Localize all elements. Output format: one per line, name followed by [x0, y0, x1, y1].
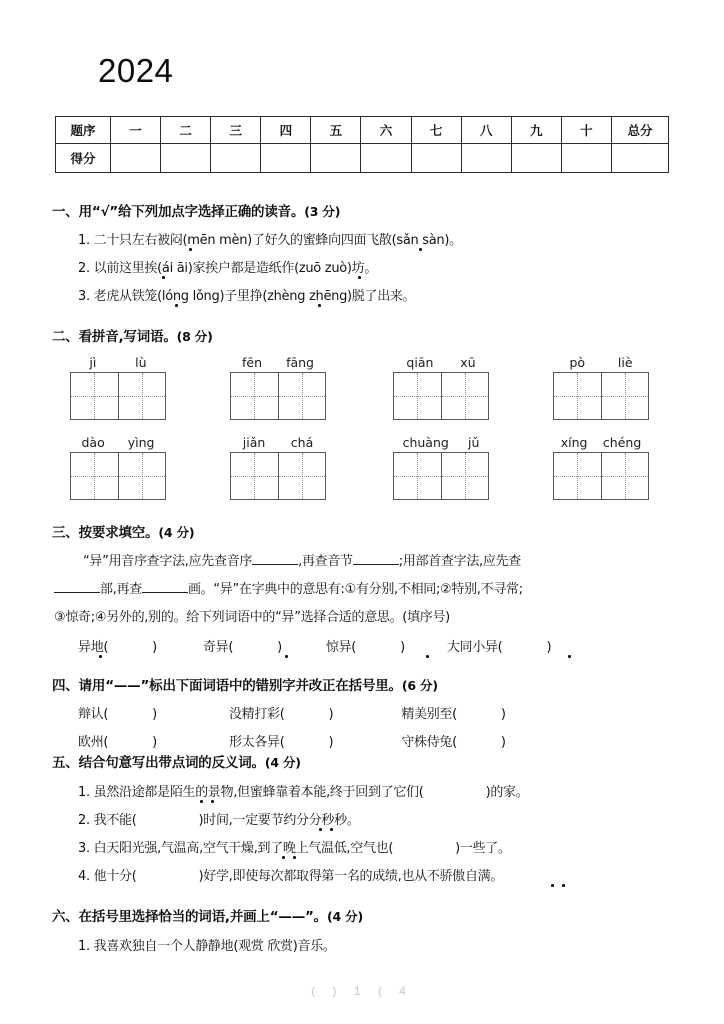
section-3-text-a: “异”用音序查字法,应先查音序 [83, 554, 253, 569]
section-5-heading-text: 五、结合句意写出带点词的反义词。 [52, 755, 265, 771]
section-4-row-1: 辩认( ) 没精打彩( ) 精美别至( ) [78, 707, 506, 722]
section-3-heading-text: 三、按要求填空。 [52, 525, 159, 541]
pinyin-label [553, 355, 649, 370]
emphasis-dot [318, 304, 321, 307]
section-3-text-e: 画。“异”在字典中的意思有:①有分别,不相同;②特别,不寻常; [187, 582, 523, 597]
fill-blank[interactable] [353, 552, 399, 565]
pinyin-label [553, 435, 649, 450]
section-3-points: (4 分) [158, 525, 195, 540]
section-3-word-1: 异地( [78, 640, 109, 655]
section-6-item-1: 1. 我喜欢独自一个人静静地(观赏 欣赏)音乐。 [78, 939, 336, 954]
section-5-item-2 [78, 809, 360, 828]
emphasis-dot [175, 304, 178, 307]
table-row-header [56, 117, 669, 144]
fill-blank[interactable] [142, 580, 188, 593]
pinyin-syllable: qiān [406, 355, 434, 370]
section-4-heading [52, 674, 438, 694]
writing-grid-cell[interactable] [601, 373, 648, 419]
writing-grid[interactable] [553, 372, 649, 420]
score-input-cell[interactable] [511, 144, 561, 173]
pinyin-syllable: fāng [286, 355, 314, 370]
table-cell-header: 七 [411, 117, 461, 144]
pinyin-group-7 [393, 435, 489, 500]
writing-grid-cell[interactable] [71, 373, 118, 419]
section-4-word-1: 辩认( [78, 707, 109, 722]
emphasis-dot [419, 248, 422, 251]
section-5-item-2-after: )时间,一定要节约分分秒秒。 [198, 813, 360, 828]
pinyin-syllable: liè [617, 355, 633, 370]
section-5-item-4-after: )好学,即使每次都取得第一名的成绩,也从不骄傲自满。 [198, 869, 504, 884]
pinyin-label [230, 355, 326, 370]
section-4-word-5: 形太各异( [228, 735, 285, 750]
emphasis-dot [200, 800, 203, 803]
section-5-points: (4 分) [264, 755, 301, 770]
pinyin-syllable: chuàng [402, 435, 449, 450]
fill-blank[interactable] [54, 580, 100, 593]
section-3-text-b: ,再查音节 [298, 554, 353, 569]
pinyin-group-8 [553, 435, 649, 500]
writing-grid-cell[interactable] [118, 453, 165, 499]
section-2-points: (8 分) [176, 329, 213, 344]
section-5-item-3-before: 3. 白天阳光强,气温高,空气干燥,到了晚上气温低,空气也( [78, 841, 394, 856]
writing-grid-cell[interactable] [394, 373, 441, 419]
score-input-cell[interactable] [261, 144, 311, 173]
pinyin-group-3 [393, 355, 489, 420]
pinyin-syllable: dào [81, 435, 105, 450]
section-2-heading-text: 二、看拼音,写词语。 [52, 329, 177, 345]
emphasis-dot [162, 276, 165, 279]
writing-grid-cell[interactable] [231, 373, 278, 419]
section-6-points: (4 分) [326, 909, 363, 924]
table-cell-row-label: 得分 [56, 144, 111, 173]
section-1-heading [52, 200, 340, 220]
emphasis-dot [551, 884, 554, 887]
section-1-heading-text: 一、用“√”给下列加点字选择正确的读音。 [52, 204, 305, 220]
score-input-cell[interactable] [311, 144, 361, 173]
emphasis-dot [189, 248, 192, 251]
page-footer: ( ) 1 ( 4 [311, 984, 413, 998]
pinyin-syllable: chá [290, 435, 314, 450]
score-input-cell-total[interactable] [612, 144, 669, 173]
table-cell-header: 十 [561, 117, 611, 144]
pinyin-group-5 [70, 435, 166, 500]
writing-grid[interactable] [230, 372, 326, 420]
pinyin-group-4 [553, 355, 649, 420]
pinyin-label [70, 435, 166, 450]
score-input-cell[interactable] [211, 144, 261, 173]
writing-grid-cell[interactable] [441, 373, 488, 419]
table-cell-header: 五 [311, 117, 361, 144]
writing-grid[interactable] [70, 452, 166, 500]
score-table [55, 116, 669, 173]
section-5-item-3-after: )一些了。 [455, 841, 511, 856]
pinyin-syllable: xíng [560, 435, 588, 450]
pinyin-syllable: pò [569, 355, 586, 370]
score-input-cell[interactable] [461, 144, 511, 173]
writing-grid-cell[interactable] [394, 453, 441, 499]
section-1-item-2: 2. 以前这里挨(ái āi)家挨户都是造纸作(zuō zuò)坊。 [78, 261, 378, 276]
pinyin-label [70, 355, 166, 370]
pinyin-label [393, 355, 489, 370]
section-3-line-1 [83, 550, 521, 569]
section-3-line-2 [54, 578, 523, 597]
section-4-row-2: 欧州( ) 形太各异( ) 守株侍兔( ) [78, 735, 506, 750]
table-cell-header: 八 [461, 117, 511, 144]
writing-grid[interactable] [70, 372, 166, 420]
section-5-item-4 [78, 865, 503, 884]
section-1-item-1: 1. 二十只左右被闷(mēn mèn)了好久的蜜蜂向四面飞散(sǎn sàn)。 [78, 233, 462, 248]
table-cell-header: 一 [111, 117, 161, 144]
table-cell-header: 三 [211, 117, 261, 144]
writing-grid-cell[interactable] [278, 453, 325, 499]
writing-grid-cell[interactable] [278, 373, 325, 419]
section-5-item-3 [78, 837, 511, 856]
score-input-cell[interactable] [161, 144, 211, 173]
table-cell-header: 九 [511, 117, 561, 144]
emphasis-dot [293, 856, 296, 859]
score-input-cell[interactable] [361, 144, 411, 173]
pinyin-group-1 [70, 355, 166, 420]
section-5-item-1-before: 1. 虽然沿途都是陌生的景物,但蜜蜂靠着本能,终于回到了它们( [78, 785, 424, 800]
table-cell-header: 二 [161, 117, 211, 144]
section-5-item-1 [78, 781, 528, 800]
pinyin-syllable: jǔ [467, 435, 480, 450]
table-row-scores [56, 144, 669, 173]
section-5-item-1-after: )的家。 [485, 785, 529, 800]
section-3-heading [52, 521, 194, 541]
writing-grid[interactable] [230, 452, 326, 500]
pinyin-group-2 [230, 355, 326, 420]
emphasis-dot [282, 856, 285, 859]
section-3-word-4: 大同小异( [446, 640, 503, 655]
pinyin-syllable: chéng [602, 435, 642, 450]
section-3-text-c: ;用部首查字法,应先查 [398, 554, 521, 569]
section-5-heading [52, 751, 301, 771]
emphasis-dot [568, 655, 571, 658]
table-cell-header-total: 总分 [612, 117, 669, 144]
writing-grid-cell[interactable] [118, 373, 165, 419]
pinyin-syllable: fēn [242, 355, 263, 370]
writing-grid-cell[interactable] [231, 453, 278, 499]
writing-grid[interactable] [393, 452, 489, 500]
table-cell-header: 六 [361, 117, 411, 144]
page-title: 2024 [98, 52, 174, 89]
emphasis-dot [319, 828, 322, 831]
section-3-line-3: ③惊奇;④另外的,别的。给下列词语中的“异”选择合适的意思。(填序号) [54, 610, 450, 625]
section-3-word-2: 奇异( [202, 640, 234, 655]
fill-blank[interactable] [252, 552, 298, 565]
emphasis-dot [358, 276, 361, 279]
writing-grid[interactable] [393, 372, 489, 420]
section-4-points: (6 分) [401, 678, 438, 693]
table-cell-header: 四 [261, 117, 311, 144]
section-6-heading [52, 905, 363, 925]
section-6-heading-text: 六、在括号里选择恰当的词语,并画上“——”。 [52, 909, 327, 925]
emphasis-dot [426, 655, 429, 658]
writing-grid[interactable] [553, 452, 649, 500]
emphasis-dot [285, 655, 288, 658]
emphasis-dot [99, 655, 102, 658]
emphasis-dot [211, 800, 214, 803]
pinyin-syllable: jiǎn [242, 435, 266, 450]
section-4-word-6: 守株侍兔( [401, 735, 457, 750]
section-4-word-3: 精美别至( [401, 707, 457, 722]
section-3-word-3: 惊异( [325, 640, 357, 655]
section-2-heading [52, 325, 213, 345]
writing-grid-cell[interactable] [554, 453, 601, 499]
section-1-points: (3 分) [304, 204, 341, 219]
score-input-cell[interactable] [411, 144, 461, 173]
writing-grid-cell[interactable] [601, 453, 648, 499]
table-cell-row-label: 题序 [56, 117, 111, 144]
score-input-cell[interactable] [111, 144, 161, 173]
section-4-word-2: 没精打彩( [228, 707, 285, 722]
emphasis-dot [330, 828, 333, 831]
section-3-text-d: 部,再查 [100, 582, 142, 597]
score-input-cell[interactable] [561, 144, 611, 173]
section-5-item-2-before: 2. 我不能( [78, 813, 137, 828]
pinyin-syllable: jì [89, 355, 97, 370]
writing-grid-cell[interactable] [554, 373, 601, 419]
section-4-word-4: 欧州( [78, 735, 109, 750]
writing-grid-cell[interactable] [71, 453, 118, 499]
section-5-item-4-before: 4. 他十分( [78, 869, 137, 884]
section-1-item-3: 3. 老虎从铁笼(lóng lǒng)子里挣(zhèng zhēng)脱了出来。 [78, 289, 416, 304]
section-4-heading-text: 四、请用“——”标出下面词语中的错别字并改正在括号里。 [52, 678, 402, 694]
pinyin-group-6 [230, 435, 326, 500]
emphasis-dot [562, 884, 565, 887]
pinyin-syllable: lù [135, 355, 147, 370]
pinyin-syllable: yìng [127, 435, 155, 450]
section-3-words: 异地( ) 奇异( ) 惊异( ) 大同小异( ) [78, 640, 552, 655]
pinyin-syllable: xū [460, 355, 476, 370]
pinyin-label [393, 435, 489, 450]
writing-grid-cell[interactable] [441, 453, 488, 499]
pinyin-label [230, 435, 326, 450]
